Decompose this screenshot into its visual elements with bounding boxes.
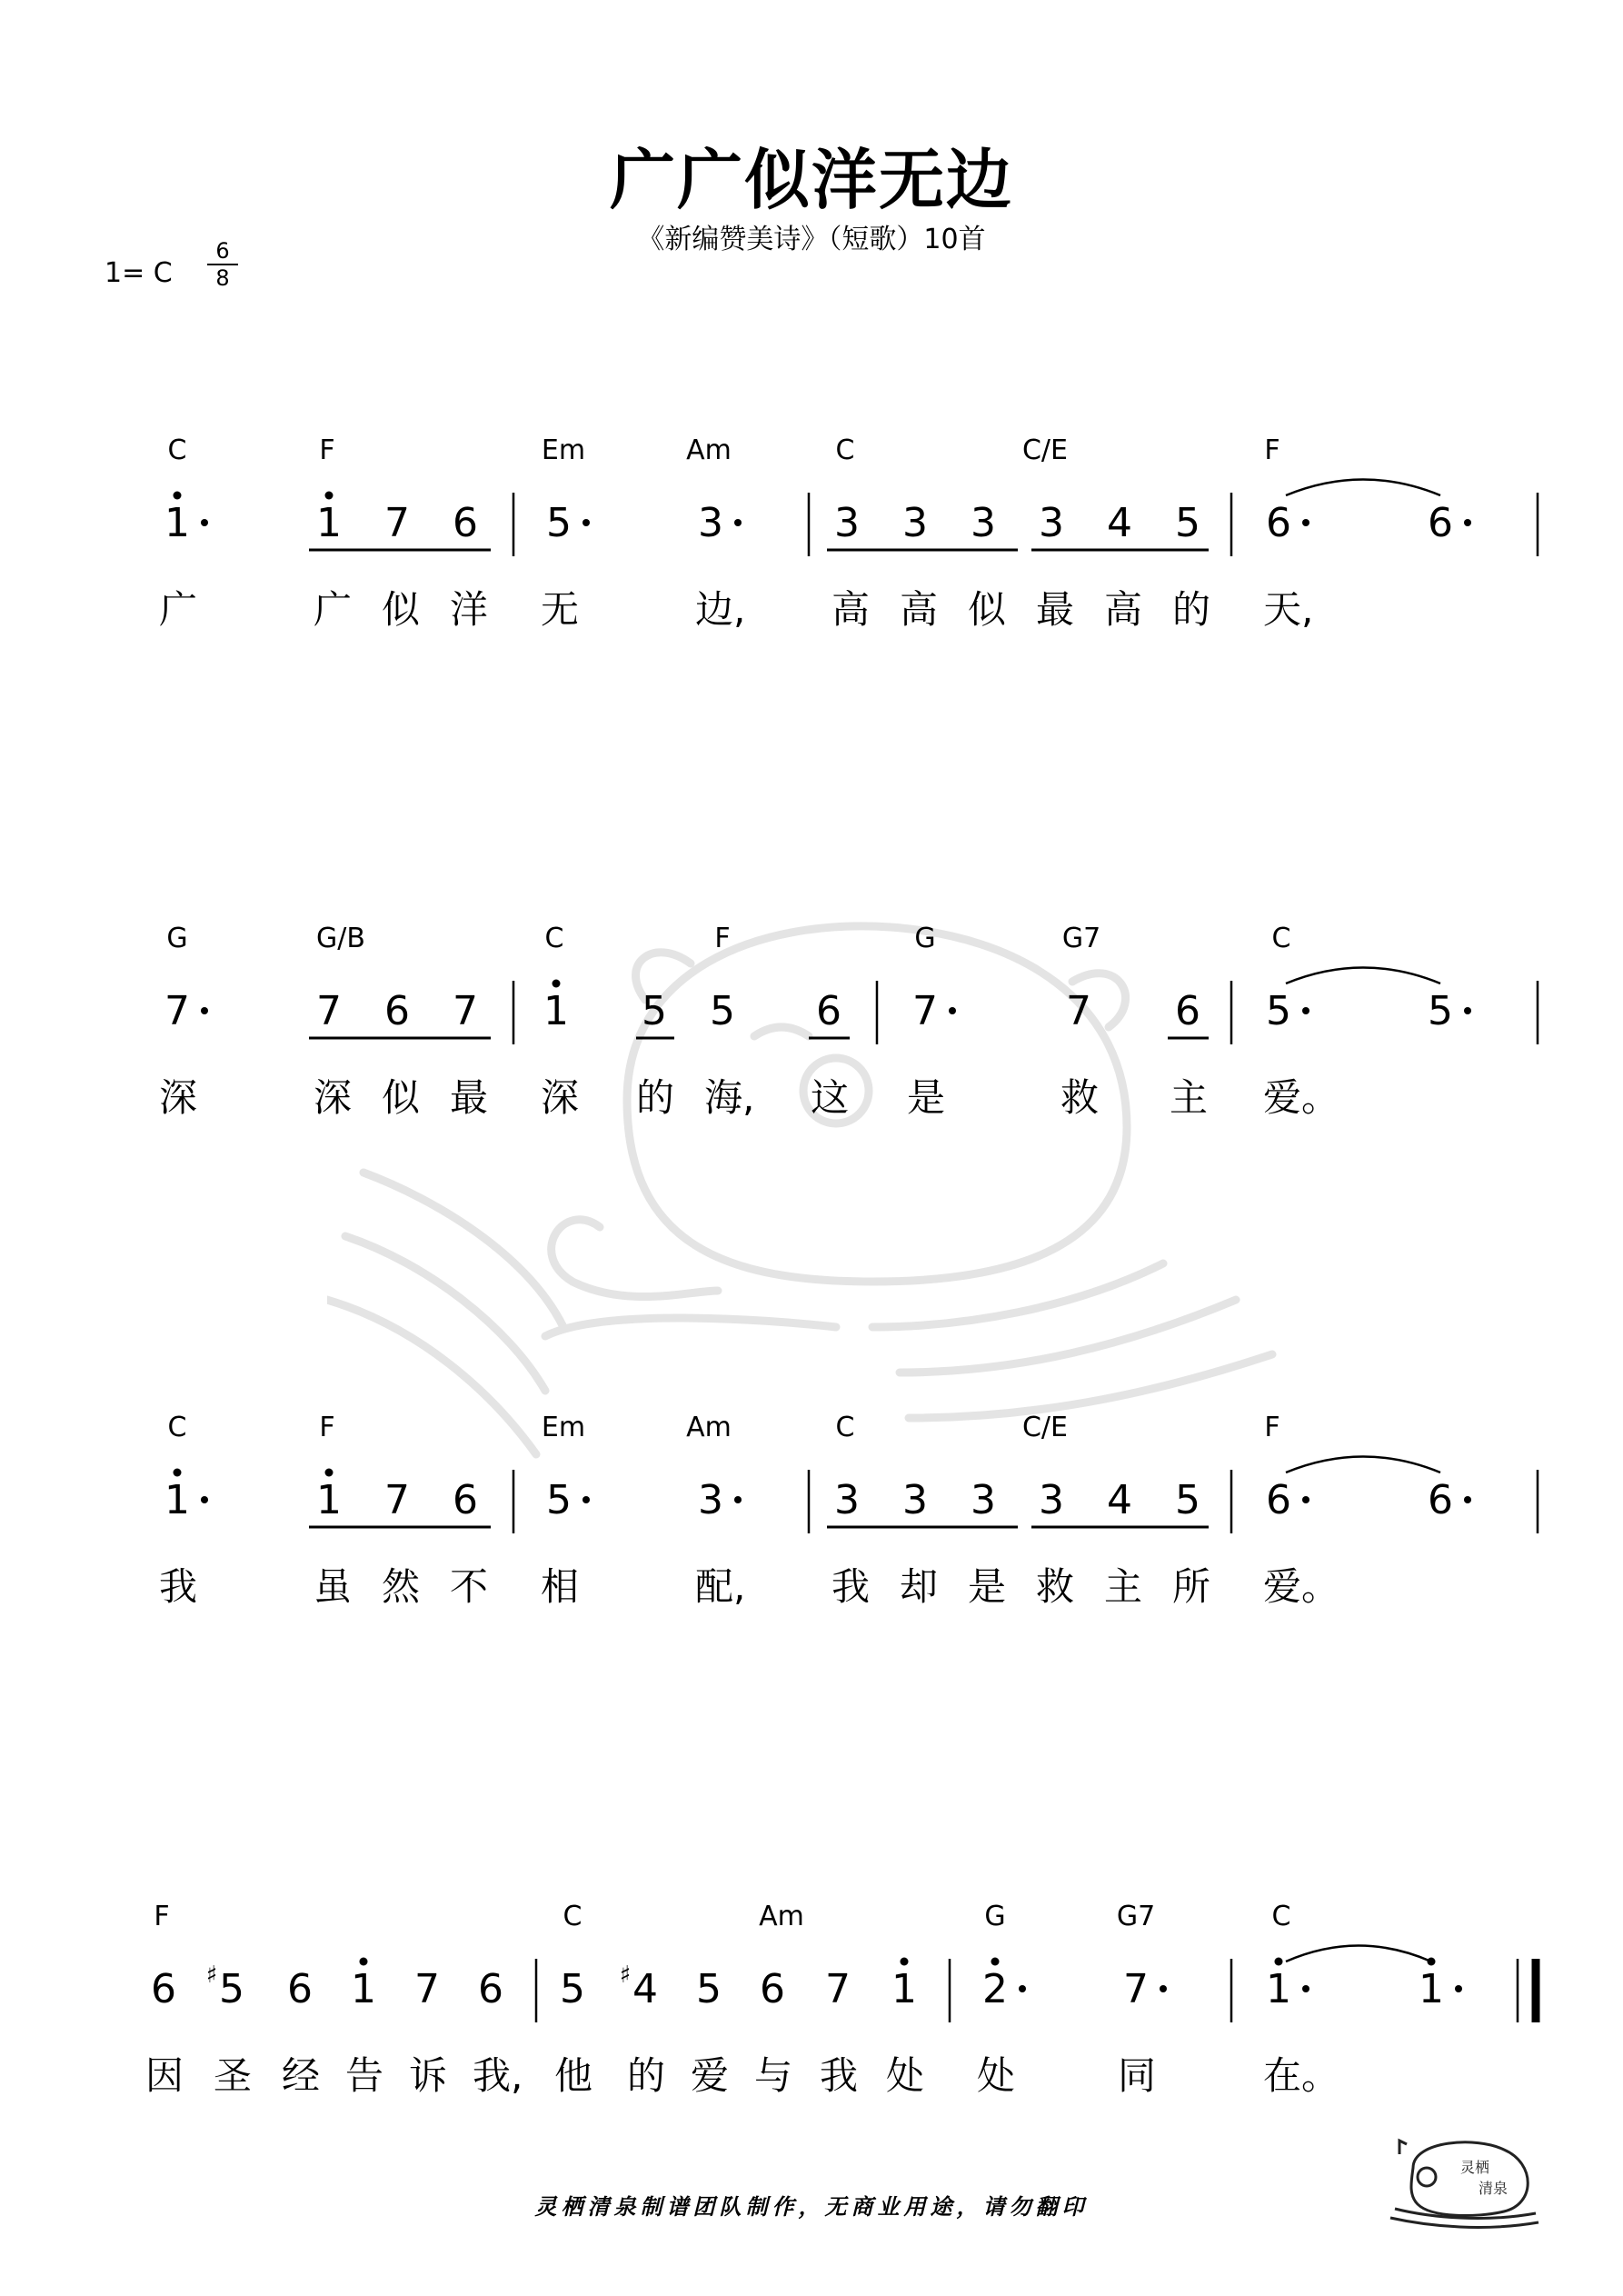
lyric-char: 似: [968, 587, 1007, 632]
note-digit: 1: [351, 1966, 376, 2012]
augmentation-dot: [201, 519, 208, 526]
augmentation-dot: [1302, 519, 1309, 526]
note-digit: 1: [316, 1477, 342, 1523]
chord-symbol: G7: [1116, 1901, 1156, 1932]
song-subtitle: 《新编赞美诗》（短歌）10首: [637, 224, 986, 255]
lyric-char: 的: [627, 2053, 666, 2098]
note-digit: 6: [1428, 1477, 1453, 1523]
footer-notice: 灵栖清泉制谱团队制作，无商业用途，请勿翻印: [534, 2194, 1089, 2220]
lyric-char: 与: [754, 2053, 793, 2098]
lyric-char: 处: [977, 2053, 1016, 2098]
high-octave-dot: [174, 492, 182, 500]
high-octave-dot: [991, 1958, 1000, 1966]
lyric-char: 因: [145, 2053, 184, 2098]
chord-symbol: G: [166, 923, 188, 954]
chord-symbol: C: [563, 1901, 582, 1932]
lyric-char: 我,: [473, 2053, 523, 2098]
lyric-char: 似: [382, 1075, 421, 1120]
note-digit: 6: [384, 988, 410, 1034]
lyric-char: 圣: [214, 2053, 253, 2098]
note-digit: 1: [316, 500, 342, 546]
lyric-char: 不: [450, 1564, 489, 1609]
lyric-char: 深: [314, 1075, 353, 1120]
note-digit: 3: [1039, 500, 1064, 546]
augmentation-dot: [1455, 1985, 1462, 1992]
note-digit: 3: [971, 1477, 996, 1523]
note-digit: 3: [1039, 1477, 1064, 1523]
note-digit: 6: [1428, 500, 1453, 546]
note-digit: 7: [825, 1966, 851, 2012]
lyric-char: 处: [886, 2053, 925, 2098]
note-digit: 3: [971, 500, 996, 546]
note-digit: 5: [560, 1966, 585, 2012]
note-digit: 7: [316, 988, 342, 1034]
lyric-char: 这: [811, 1075, 850, 1120]
time-signature-top: 6: [207, 238, 238, 265]
chord-symbol: C: [1271, 923, 1291, 954]
chord-symbol: Am: [686, 434, 732, 466]
note-digit: 6: [1266, 500, 1291, 546]
tie-arc: [1286, 968, 1440, 984]
chord-symbol: G: [914, 923, 936, 954]
augmentation-dot: [201, 1007, 208, 1014]
lyric-char: 救: [1036, 1564, 1075, 1609]
note-digit: 5: [1266, 988, 1291, 1034]
chord-symbol: C/E: [1021, 1412, 1069, 1443]
augmentation-dot: [201, 1496, 208, 1503]
note-digit: 7: [414, 1966, 440, 2012]
note-digit: 4: [1107, 500, 1132, 546]
note-digit: 2: [982, 1966, 1008, 2012]
lyric-char: 告: [345, 2053, 384, 2098]
chord-symbol: Am: [686, 1412, 732, 1443]
note-digit: 3: [698, 1477, 723, 1523]
chord-symbol: G: [984, 1901, 1006, 1932]
note-digit: 6: [760, 1966, 785, 2012]
note-digit: 7: [453, 988, 478, 1034]
augmentation-dot: [582, 519, 590, 526]
chord-symbol: Em: [541, 1412, 586, 1443]
lyric-char: 爱: [691, 2053, 730, 2098]
logo-text-1: 灵栖: [1460, 2159, 1490, 2176]
note-digit: 5: [1175, 500, 1200, 546]
note-digit: 3: [834, 1477, 860, 1523]
note-digit: 7: [912, 988, 938, 1034]
lyric-char: 的: [1172, 587, 1211, 632]
lyric-char: 我: [831, 1564, 871, 1609]
chord-symbol: C: [167, 1412, 187, 1443]
augmentation-dot: [1019, 1985, 1026, 1992]
note-digit: 7: [384, 500, 410, 546]
note-digit: 6: [151, 1966, 176, 2012]
augmentation-dot: [1160, 1985, 1167, 1992]
augmentation-dot: [949, 1007, 956, 1014]
note-digit: 7: [384, 1477, 410, 1523]
chord-symbol: G7: [1061, 923, 1101, 954]
note-digit: 5: [642, 988, 667, 1034]
lyric-char: 我: [159, 1564, 198, 1609]
note-digit: 7: [1066, 988, 1091, 1034]
augmentation-dot: [734, 1496, 742, 1503]
lyric-char: 相: [541, 1564, 580, 1609]
note-digit: 7: [1123, 1966, 1149, 2012]
lyric-char: 配,: [695, 1564, 746, 1609]
note-digit: 1: [543, 988, 569, 1034]
chord-symbol: C: [167, 434, 187, 466]
note-digit: 5: [219, 1966, 244, 2012]
lyric-char: 在。: [1263, 2053, 1340, 2098]
logo-text-2: 清泉: [1479, 2180, 1508, 2197]
note-digit: 4: [632, 1966, 658, 2012]
lyric-char: 所: [1172, 1564, 1211, 1609]
note-digit: 1: [891, 1966, 917, 2012]
chord-symbol: F: [154, 1901, 170, 1932]
note-digit: 5: [1175, 1477, 1200, 1523]
note-digit: 1: [164, 500, 190, 546]
high-octave-dot: [325, 1469, 334, 1477]
lyric-char: 经: [282, 2053, 321, 2098]
lyric-char: 无: [541, 587, 580, 632]
high-octave-dot: [1275, 1958, 1283, 1966]
augmentation-dot: [1302, 1496, 1309, 1503]
chord-symbol: Em: [541, 434, 586, 466]
high-octave-dot: [360, 1958, 368, 1966]
lyric-char: 广: [159, 587, 198, 632]
augmentation-dot: [1302, 1007, 1309, 1014]
note-digit: 5: [710, 988, 735, 1034]
note-digit: 7: [164, 988, 190, 1034]
augmentation-dot: [582, 1496, 590, 1503]
note-digit: 3: [902, 1477, 928, 1523]
lyric-char: 主: [1170, 1075, 1209, 1120]
note-digit: 6: [287, 1966, 313, 2012]
note-digit: 6: [1175, 988, 1200, 1034]
lyric-char: 似: [382, 587, 421, 632]
note-digit: 3: [698, 500, 723, 546]
augmentation-dot: [1464, 1496, 1471, 1503]
lyric-char: 最: [450, 1075, 489, 1120]
note-digit: 1: [164, 1477, 190, 1523]
chord-symbol: F: [714, 923, 731, 954]
lyric-char: 然: [382, 1564, 421, 1609]
note-digit: 1: [1419, 1966, 1444, 2012]
note-digit: 6: [816, 988, 841, 1034]
chord-symbol: F: [1264, 1412, 1280, 1443]
augmentation-dot: [1464, 519, 1471, 526]
lyric-char: 高: [1104, 587, 1143, 632]
chord-symbol: C: [835, 434, 855, 466]
lyric-char: 主: [1104, 1564, 1143, 1609]
note-digit: 6: [453, 500, 478, 546]
lyric-char: 我: [820, 2053, 859, 2098]
chord-symbol: F: [319, 434, 335, 466]
lyric-char: 虽: [314, 1564, 353, 1609]
note-digit: 5: [1428, 988, 1453, 1034]
augmentation-dot: [1302, 1985, 1309, 1992]
note-digit: 3: [834, 500, 860, 546]
lyric-char: 深: [159, 1075, 198, 1120]
lyric-char: 高: [900, 587, 939, 632]
tie-arc: [1286, 1457, 1440, 1473]
lyric-char: 是: [968, 1564, 1007, 1609]
lyric-char: 爱。: [1263, 1075, 1340, 1120]
lyric-char: 是: [907, 1075, 946, 1120]
chord-symbol: F: [1264, 434, 1280, 466]
lyric-char: 的: [636, 1075, 675, 1120]
tie-arc: [1286, 480, 1440, 496]
tie-arc: [1286, 1946, 1431, 1962]
note-digit: 3: [902, 500, 928, 546]
lyric-char: 却: [900, 1564, 939, 1609]
lyric-char: 救: [1060, 1075, 1100, 1120]
lyric-char: 同: [1118, 2053, 1157, 2098]
lyric-char: 洋: [450, 587, 489, 632]
lyric-char: 爱。: [1263, 1564, 1340, 1609]
lyric-char: 最: [1036, 587, 1075, 632]
lyric-char: 天,: [1263, 587, 1314, 632]
chord-symbol: C/E: [1021, 434, 1069, 466]
time-signature-bottom: 8: [215, 265, 230, 291]
note-digit: 5: [546, 1477, 572, 1523]
lyric-char: 广: [314, 587, 353, 632]
sharp-sign: ♯: [619, 1962, 632, 1989]
augmentation-dot: [1464, 1007, 1471, 1014]
high-octave-dot: [174, 1469, 182, 1477]
high-octave-dot: [901, 1958, 909, 1966]
note-digit: 6: [1266, 1477, 1291, 1523]
chord-symbol: C: [1271, 1901, 1291, 1932]
lyric-char: 高: [831, 587, 871, 632]
lyric-char: 海,: [704, 1075, 755, 1120]
chord-symbol: G/B: [316, 923, 365, 954]
sharp-sign: ♯: [205, 1962, 218, 1989]
chord-symbol: C: [835, 1412, 855, 1443]
lyric-char: 边,: [695, 587, 746, 632]
note-digit: 5: [696, 1966, 722, 2012]
high-octave-dot: [325, 492, 334, 500]
chord-symbol: Am: [759, 1901, 804, 1932]
note-digit: 1: [1266, 1966, 1291, 2012]
note-digit: 4: [1107, 1477, 1132, 1523]
lyric-char: 他: [554, 2053, 593, 2098]
lyric-char: 诉: [409, 2053, 448, 2098]
note-digit: 5: [546, 500, 572, 546]
augmentation-dot: [734, 519, 742, 526]
key-signature: 1= C: [105, 257, 173, 289]
note-digit: 6: [478, 1966, 503, 2012]
song-title: 广广似洋无边: [609, 142, 1013, 218]
chord-symbol: C: [544, 923, 564, 954]
note-digit: 6: [453, 1477, 478, 1523]
high-octave-dot: [553, 980, 561, 988]
lyric-char: 深: [541, 1075, 580, 1120]
chord-symbol: F: [319, 1412, 335, 1443]
